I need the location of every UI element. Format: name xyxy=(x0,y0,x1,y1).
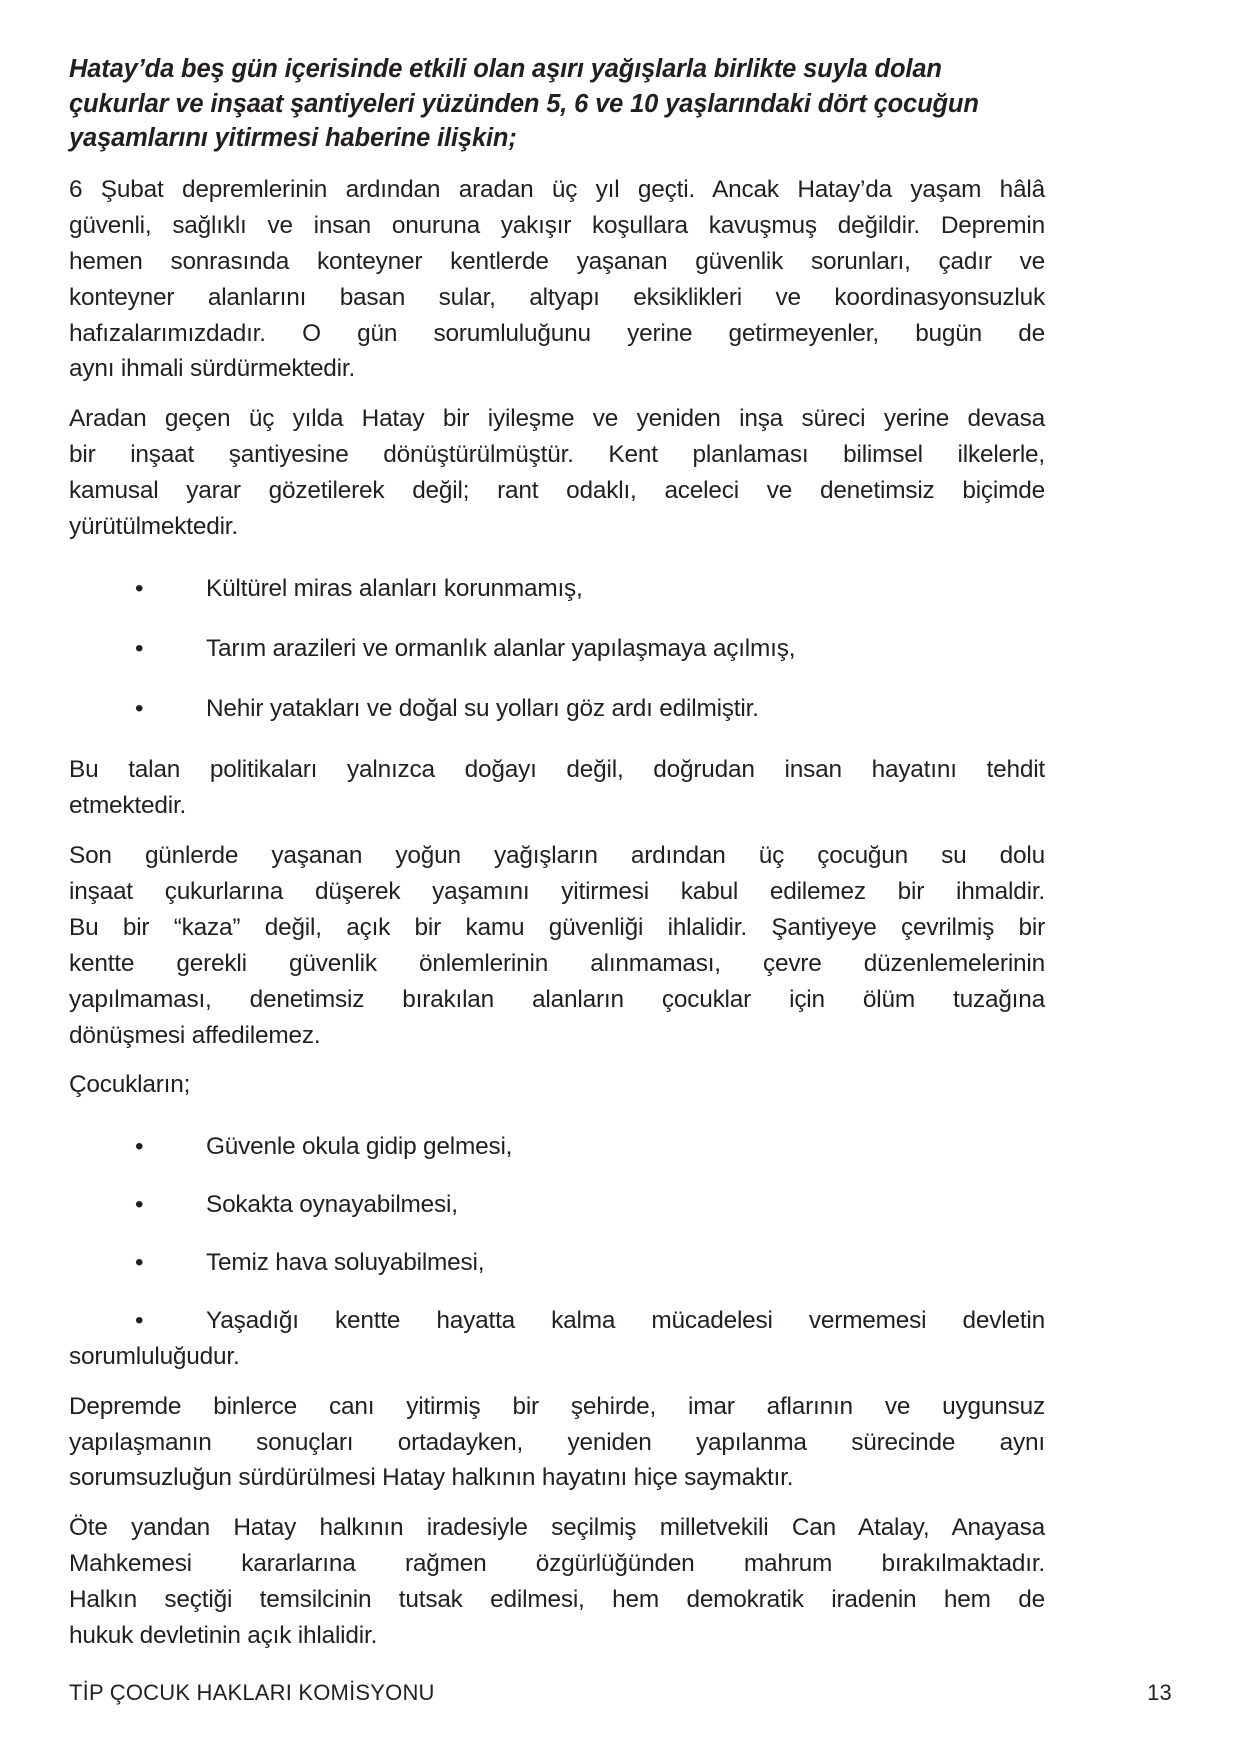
paragraph-2 xyxy=(69,401,1045,545)
bullet-icon: • xyxy=(135,694,144,722)
page-content xyxy=(69,52,1045,1654)
paragraph-line: kamusal yarar gözetilerek değil; rant odaklı, aceleci ve denetimsiz biçimde xyxy=(69,477,1045,505)
list-item-label: Sokakta oynayabilmesi, xyxy=(206,1191,458,1219)
paragraph-line: Öte yandan Hatay halkının iradesiyle seçilmiş milletvekili Can Atalay, Anayasa xyxy=(69,1514,1045,1542)
footer-organization: TİP ÇOCUK HAKLARI KOMİSYONU xyxy=(69,1680,435,1705)
paragraph-line: 6 Şubat depremlerinin ardından aradan üç yıl geçti. Ancak Hatay’da yaşam hâlâ xyxy=(69,176,1045,204)
paragraph-line: etmektedir. xyxy=(69,792,187,820)
list-item-label: Güvenle okula gidip gelmesi, xyxy=(206,1133,513,1161)
paragraph-line: dönüşmesi affedilemez. xyxy=(69,1021,321,1049)
bullet-icon: • xyxy=(135,1249,144,1277)
bullet-icon: • xyxy=(135,1133,144,1161)
document-heading xyxy=(69,52,1045,156)
paragraph-line: Bu talan politikaları yalnızca doğayı değil, doğrudan insan hayatını tehdit xyxy=(69,756,1045,784)
list-item xyxy=(69,691,1045,727)
list-item-line-2: sorumluluğudur. xyxy=(69,1342,240,1370)
paragraph-line: yapılaşmanın sonuçları ortadayken, yeniden yapılanma sürecinde aynı xyxy=(69,1428,1045,1456)
page-number: 13 xyxy=(1147,1680,1172,1705)
paragraph-1 xyxy=(69,172,1045,387)
paragraph-line: Son günlerde yaşanan yoğun yağışların ardından üç çocuğun su dolu xyxy=(69,842,1045,870)
paragraph-line: Depremde binlerce canı yitirmiş bir şehirde, imar aflarının ve uygunsuz xyxy=(69,1392,1045,1420)
paragraph-line: aynı ihmali sürdürmektedir. xyxy=(69,355,356,383)
heading-line: çukurlar ve inşaat şantiyeleri yüzünden 5, 6 ve 10 yaşlarındaki dört çocuğun xyxy=(69,89,979,118)
paragraph-line: hukuk devletinin açık ihlalidir. xyxy=(69,1621,378,1649)
list-item-line-1 xyxy=(69,1303,1045,1339)
bullet-icon: • xyxy=(135,1306,144,1334)
list-item-label: Kültürel miras alanları korunmamış, xyxy=(206,574,583,602)
list-item-label: Yaşadığı kentte hayatta kalma mücadelesi vermemesi devletin xyxy=(206,1306,1045,1334)
list-item xyxy=(69,1187,1045,1223)
paragraph-line: yapılmaması, denetimsiz bırakılan alanların çocuklar için ölüm tuzağına xyxy=(69,985,1045,1013)
paragraph-5 xyxy=(69,1067,1045,1103)
paragraph-line: kentte gerekli güvenlik önlemlerinin alınmaması, çevre düzenlemelerinin xyxy=(69,949,1045,977)
paragraph-3 xyxy=(69,752,1045,824)
list-item-label: Temiz hava soluyabilmesi, xyxy=(206,1249,485,1277)
paragraph-line: konteyner alanlarını basan sular, altyapı eksiklikleri ve koordinasyonsuzluk xyxy=(69,283,1045,311)
paragraph-line: Mahkemesi kararlarına rağmen özgürlüğünden mahrum bırakılmaktadır. xyxy=(69,1550,1045,1578)
bullet-icon: • xyxy=(135,1191,144,1219)
paragraph-4 xyxy=(69,838,1045,1053)
paragraph-line: Çocukların; xyxy=(69,1071,191,1099)
list-item-label: Tarım arazileri ve ormanlık alanlar yapılaşmaya açılmış, xyxy=(206,634,796,662)
paragraph-6 xyxy=(69,1389,1045,1497)
paragraph-line: Aradan geçen üç yılda Hatay bir iyileşme ve yeniden inşa süreci yerine devasa xyxy=(69,405,1045,433)
spacer xyxy=(69,559,1045,571)
list-item-wrapping xyxy=(69,1303,1045,1375)
paragraph-line: güvenli, sağlıklı ve insan onuruna yakışır koşullara kavuşmuş değildir. Depremin xyxy=(69,211,1045,239)
heading-line: Hatay’da beş gün içerisinde etkili olan aşırı yağışlarla birlikte suyla dolan xyxy=(69,55,942,83)
paragraph-line: Halkın seçtiği temsilcinin tutsak edilmesi, hem demokratik iradenin hem de xyxy=(69,1586,1045,1614)
list-item xyxy=(69,1245,1045,1281)
paragraph-line: hafızalarımızdadır. O gün sorumluluğunu yerine getirmeyenler, bugün de xyxy=(69,319,1045,347)
paragraph-line: sorumsuzluğun sürdürülmesi Hatay halkının hayatını hiçe saymaktır. xyxy=(69,1464,794,1492)
list-item xyxy=(69,631,1045,667)
bullet-list-children-rights xyxy=(69,1129,1045,1281)
heading-line: yaşamlarını yitirmesi haberine ilişkin; xyxy=(69,124,517,153)
list-item-label: Nehir yatakları ve doğal su yolları göz ardı edilmiştir. xyxy=(206,694,759,722)
spacer xyxy=(69,740,1045,752)
bullet-list-environment xyxy=(69,571,1045,727)
paragraph-line: Bu bir “kaza” değil, açık bir kamu güvenliği ihlalidir. Şantiyeye çevrilmiş bir xyxy=(69,913,1045,941)
paragraph-line: yürütülmektedir. xyxy=(69,512,238,540)
list-item xyxy=(69,1129,1045,1165)
paragraph-7 xyxy=(69,1510,1045,1654)
paragraph-line: bir inşaat şantiyesine dönüştürülmüştür. Kent planlaması bilimsel ilkelerle, xyxy=(69,441,1045,469)
list-item xyxy=(69,571,1045,607)
paragraph-line: inşaat çukurlarına düşerek yaşamını yitirmesi kabul edilemez bir ihmaldir. xyxy=(69,878,1045,906)
bullet-icon: • xyxy=(135,634,144,662)
paragraph-line: hemen sonrasında konteyner kentlerde yaşanan güvenlik sorunları, çadır ve xyxy=(69,247,1045,275)
bullet-icon: • xyxy=(135,574,144,602)
page-footer xyxy=(69,1680,1172,1706)
spacer xyxy=(69,1117,1045,1129)
